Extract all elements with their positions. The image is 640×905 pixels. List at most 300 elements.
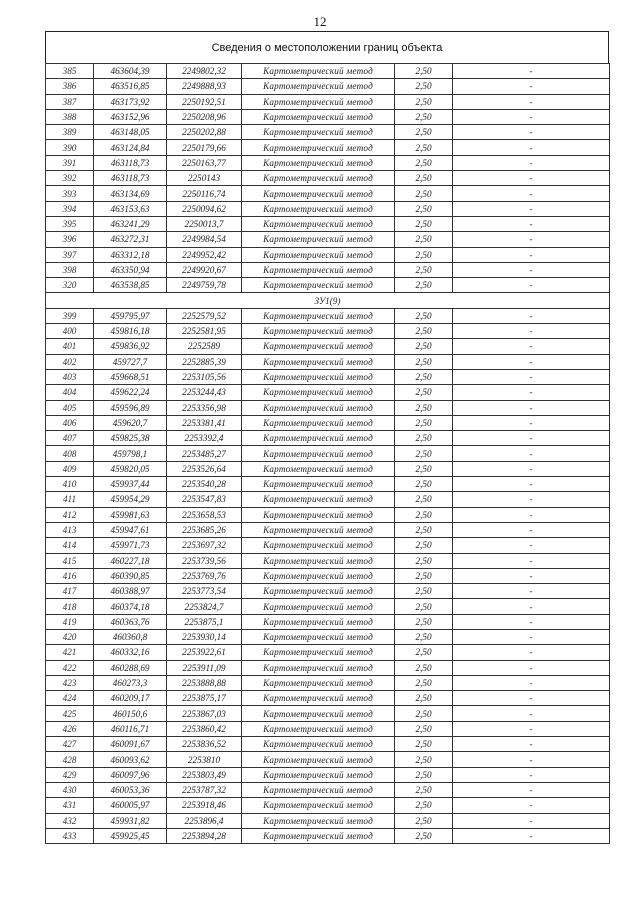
table-row (46, 477, 610, 492)
point-number-cell: 424 (46, 691, 94, 706)
x-coordinate-cell: 463173,92 (94, 94, 167, 109)
y-coordinate-cell: 2249802,32 (167, 64, 242, 79)
y-coordinate-cell: 2250192,51 (167, 94, 242, 109)
method-cell: Картометрический метод (242, 125, 395, 140)
accuracy-cell: 2,50 (395, 324, 453, 339)
x-coordinate-cell: 459795,97 (94, 308, 167, 323)
method-cell: Картометрический метод (242, 308, 395, 323)
x-coordinate-cell: 460005,97 (94, 798, 167, 813)
y-coordinate-cell: 2253787,32 (167, 782, 242, 797)
point-number-cell: 397 (46, 247, 94, 262)
y-coordinate-cell: 2250179,66 (167, 140, 242, 155)
method-cell: Картометрический метод (242, 721, 395, 736)
note-cell: - (453, 216, 610, 231)
method-cell: Картометрический метод (242, 706, 395, 721)
table-row (46, 553, 610, 568)
x-coordinate-cell: 459727,7 (94, 354, 167, 369)
y-coordinate-cell: 2253888,88 (167, 675, 242, 690)
note-cell: - (453, 645, 610, 660)
table-row (46, 431, 610, 446)
y-coordinate-cell: 2250202,88 (167, 125, 242, 140)
point-number-cell: 409 (46, 461, 94, 476)
note-cell: - (453, 385, 610, 400)
x-coordinate-cell: 460116,71 (94, 721, 167, 736)
accuracy-cell: 2,50 (395, 614, 453, 629)
method-cell: Картометрический метод (242, 262, 395, 277)
x-coordinate-cell: 460097,96 (94, 767, 167, 782)
accuracy-cell: 2,50 (395, 461, 453, 476)
note-cell: - (453, 369, 610, 384)
note-cell: - (453, 629, 610, 644)
y-coordinate-cell: 2253824,7 (167, 599, 242, 614)
x-coordinate-cell: 459925,45 (94, 828, 167, 843)
y-coordinate-cell: 2249952,42 (167, 247, 242, 262)
table-row (46, 140, 610, 155)
accuracy-cell: 2,50 (395, 415, 453, 430)
y-coordinate-cell: 2253860,42 (167, 721, 242, 736)
table-row (46, 94, 610, 109)
x-coordinate-cell: 460390,85 (94, 568, 167, 583)
note-cell: - (453, 155, 610, 170)
y-coordinate-cell: 2249984,54 (167, 232, 242, 247)
point-number-cell: 391 (46, 155, 94, 170)
note-cell: - (453, 737, 610, 752)
method-cell: Картометрический метод (242, 109, 395, 124)
point-number-cell: 388 (46, 109, 94, 124)
note-cell: - (453, 339, 610, 354)
table-row (46, 492, 610, 507)
point-number-cell: 408 (46, 446, 94, 461)
note-cell: - (453, 354, 610, 369)
accuracy-cell: 2,50 (395, 737, 453, 752)
table-row (46, 721, 610, 736)
x-coordinate-cell: 459931,82 (94, 813, 167, 828)
point-number-cell: 419 (46, 614, 94, 629)
point-number-cell: 405 (46, 400, 94, 415)
x-coordinate-cell: 460288,69 (94, 660, 167, 675)
table-row (46, 507, 610, 522)
method-cell: Картометрический метод (242, 431, 395, 446)
note-cell: - (453, 94, 610, 109)
x-coordinate-cell: 459816,18 (94, 324, 167, 339)
note-cell: - (453, 415, 610, 430)
y-coordinate-cell: 2253875,1 (167, 614, 242, 629)
point-number-cell: 385 (46, 64, 94, 79)
point-number-cell: 412 (46, 507, 94, 522)
note-cell: - (453, 64, 610, 79)
accuracy-cell: 2,50 (395, 369, 453, 384)
y-coordinate-cell: 2249888,93 (167, 79, 242, 94)
note-cell: - (453, 553, 610, 568)
note-cell: - (453, 477, 610, 492)
coordinates-table-body (46, 64, 610, 844)
note-cell: - (453, 308, 610, 323)
table-row (46, 415, 610, 430)
note-cell: - (453, 79, 610, 94)
x-coordinate-cell: 459620,7 (94, 415, 167, 430)
point-number-cell: 425 (46, 706, 94, 721)
note-cell: - (453, 767, 610, 782)
method-cell: Картометрический метод (242, 385, 395, 400)
x-coordinate-cell: 463312,18 (94, 247, 167, 262)
accuracy-cell: 2,50 (395, 278, 453, 293)
y-coordinate-cell: 2253894,28 (167, 828, 242, 843)
table-row (46, 354, 610, 369)
x-coordinate-cell: 459981,63 (94, 507, 167, 522)
table-row (46, 645, 610, 660)
accuracy-cell: 2,50 (395, 584, 453, 599)
x-coordinate-cell: 463118,73 (94, 155, 167, 170)
accuracy-cell: 2,50 (395, 140, 453, 155)
accuracy-cell: 2,50 (395, 155, 453, 170)
y-coordinate-cell: 2253867,03 (167, 706, 242, 721)
y-coordinate-cell: 2250208,96 (167, 109, 242, 124)
x-coordinate-cell: 460053,36 (94, 782, 167, 797)
point-number-cell: 390 (46, 140, 94, 155)
note-cell: - (453, 828, 610, 843)
point-number-cell: 387 (46, 94, 94, 109)
method-cell: Картометрический метод (242, 278, 395, 293)
method-cell: Картометрический метод (242, 568, 395, 583)
accuracy-cell: 2,50 (395, 354, 453, 369)
table-row (46, 109, 610, 124)
note-cell: - (453, 400, 610, 415)
method-cell: Картометрический метод (242, 629, 395, 644)
method-cell: Картометрический метод (242, 201, 395, 216)
note-cell: - (453, 201, 610, 216)
x-coordinate-cell: 463152,96 (94, 109, 167, 124)
y-coordinate-cell: 2252885,39 (167, 354, 242, 369)
table-row (46, 155, 610, 170)
method-cell: Картометрический метод (242, 140, 395, 155)
note-cell: - (453, 691, 610, 706)
x-coordinate-cell: 463153,63 (94, 201, 167, 216)
accuracy-cell: 2,50 (395, 171, 453, 186)
x-coordinate-cell: 460388,97 (94, 584, 167, 599)
point-number-cell: 398 (46, 262, 94, 277)
y-coordinate-cell: 2253381,41 (167, 415, 242, 430)
point-number-cell: 423 (46, 675, 94, 690)
point-number-cell: 431 (46, 798, 94, 813)
table-row (46, 538, 610, 553)
method-cell: Картометрический метод (242, 737, 395, 752)
section-label: ЗУ1(9) (46, 293, 610, 308)
point-number-cell: 422 (46, 660, 94, 675)
y-coordinate-cell: 2250013,7 (167, 216, 242, 231)
point-number-cell: 420 (46, 629, 94, 644)
x-coordinate-cell: 460374,18 (94, 599, 167, 614)
y-coordinate-cell: 2250143 (167, 171, 242, 186)
point-number-cell: 411 (46, 492, 94, 507)
y-coordinate-cell: 2253526,64 (167, 461, 242, 476)
y-coordinate-cell: 2253356,98 (167, 400, 242, 415)
point-number-cell: 400 (46, 324, 94, 339)
accuracy-cell: 2,50 (395, 599, 453, 614)
x-coordinate-cell: 459937,44 (94, 477, 167, 492)
table-row (46, 737, 610, 752)
accuracy-cell: 2,50 (395, 431, 453, 446)
point-number-cell: 403 (46, 369, 94, 384)
method-cell: Картометрический метод (242, 339, 395, 354)
method-cell: Картометрический метод (242, 324, 395, 339)
table-row (46, 79, 610, 94)
note-cell: - (453, 171, 610, 186)
table-row (46, 599, 610, 614)
accuracy-cell: 2,50 (395, 308, 453, 323)
table-row (46, 446, 610, 461)
accuracy-cell: 2,50 (395, 232, 453, 247)
point-number-cell: 394 (46, 201, 94, 216)
point-number-cell: 392 (46, 171, 94, 186)
method-cell: Картометрический метод (242, 691, 395, 706)
method-cell: Картометрический метод (242, 645, 395, 660)
table-title: Сведения о местоположении границ объекта (45, 31, 609, 63)
method-cell: Картометрический метод (242, 828, 395, 843)
table-row (46, 232, 610, 247)
method-cell: Картометрический метод (242, 94, 395, 109)
table-row (46, 308, 610, 323)
point-number-cell: 402 (46, 354, 94, 369)
y-coordinate-cell: 2253922,61 (167, 645, 242, 660)
point-number-cell: 415 (46, 553, 94, 568)
table-row (46, 186, 610, 201)
y-coordinate-cell: 2253918,46 (167, 798, 242, 813)
table-row (46, 584, 610, 599)
x-coordinate-cell: 459622,24 (94, 385, 167, 400)
note-cell: - (453, 706, 610, 721)
point-number-cell: 389 (46, 125, 94, 140)
accuracy-cell: 2,50 (395, 216, 453, 231)
y-coordinate-cell: 2250163,77 (167, 155, 242, 170)
point-number-cell: 414 (46, 538, 94, 553)
x-coordinate-cell: 460363,76 (94, 614, 167, 629)
y-coordinate-cell: 2253803,49 (167, 767, 242, 782)
table-row (46, 782, 610, 797)
accuracy-cell: 2,50 (395, 125, 453, 140)
note-cell: - (453, 461, 610, 476)
table-row (46, 400, 610, 415)
y-coordinate-cell: 2253697,32 (167, 538, 242, 553)
accuracy-cell: 2,50 (395, 186, 453, 201)
accuracy-cell: 2,50 (395, 201, 453, 216)
table-row (46, 675, 610, 690)
table-row (46, 828, 610, 843)
point-number-cell: 428 (46, 752, 94, 767)
y-coordinate-cell: 2253836,52 (167, 737, 242, 752)
method-cell: Картометрический метод (242, 477, 395, 492)
y-coordinate-cell: 2253105,56 (167, 369, 242, 384)
point-number-cell: 406 (46, 415, 94, 430)
x-coordinate-cell: 459596,89 (94, 400, 167, 415)
table-row (46, 247, 610, 262)
y-coordinate-cell: 2253810 (167, 752, 242, 767)
accuracy-cell: 2,50 (395, 109, 453, 124)
accuracy-cell: 2,50 (395, 385, 453, 400)
boundary-sheet (45, 31, 609, 844)
accuracy-cell: 2,50 (395, 522, 453, 537)
accuracy-cell: 2,50 (395, 706, 453, 721)
method-cell: Картометрический метод (242, 415, 395, 430)
accuracy-cell: 2,50 (395, 553, 453, 568)
point-number-cell: 401 (46, 339, 94, 354)
note-cell: - (453, 324, 610, 339)
x-coordinate-cell: 460273,3 (94, 675, 167, 690)
accuracy-cell: 2,50 (395, 721, 453, 736)
x-coordinate-cell: 463241,29 (94, 216, 167, 231)
method-cell: Картометрический метод (242, 767, 395, 782)
x-coordinate-cell: 460150,6 (94, 706, 167, 721)
y-coordinate-cell: 2253485,27 (167, 446, 242, 461)
table-row (46, 629, 610, 644)
x-coordinate-cell: 460091,67 (94, 737, 167, 752)
point-number-cell: 413 (46, 522, 94, 537)
x-coordinate-cell: 460360,8 (94, 629, 167, 644)
y-coordinate-cell: 2253658,53 (167, 507, 242, 522)
y-coordinate-cell: 2253911,09 (167, 660, 242, 675)
accuracy-cell: 2,50 (395, 691, 453, 706)
table-row (46, 706, 610, 721)
note-cell: - (453, 568, 610, 583)
point-number-cell: 410 (46, 477, 94, 492)
note-cell: - (453, 675, 610, 690)
x-coordinate-cell: 459820,05 (94, 461, 167, 476)
point-number-cell: 416 (46, 568, 94, 583)
method-cell: Картометрический метод (242, 64, 395, 79)
point-number-cell: 433 (46, 828, 94, 843)
table-row (46, 64, 610, 79)
accuracy-cell: 2,50 (395, 767, 453, 782)
x-coordinate-cell: 459668,51 (94, 369, 167, 384)
method-cell: Картометрический метод (242, 247, 395, 262)
table-row (46, 324, 610, 339)
y-coordinate-cell: 2249759,78 (167, 278, 242, 293)
y-coordinate-cell: 2253773,54 (167, 584, 242, 599)
x-coordinate-cell: 463516,85 (94, 79, 167, 94)
x-coordinate-cell: 463118,73 (94, 171, 167, 186)
table-row (46, 201, 610, 216)
accuracy-cell: 2,50 (395, 538, 453, 553)
table-row (46, 767, 610, 782)
table-row (46, 798, 610, 813)
note-cell: - (453, 614, 610, 629)
note-cell: - (453, 782, 610, 797)
table-row (46, 262, 610, 277)
point-number-cell: 429 (46, 767, 94, 782)
table-row (46, 216, 610, 231)
y-coordinate-cell: 2249920,67 (167, 262, 242, 277)
note-cell: - (453, 813, 610, 828)
note-cell: - (453, 278, 610, 293)
x-coordinate-cell: 463350,94 (94, 262, 167, 277)
note-cell: - (453, 798, 610, 813)
note-cell: - (453, 492, 610, 507)
note-cell: - (453, 522, 610, 537)
note-cell: - (453, 232, 610, 247)
table-row (46, 813, 610, 828)
method-cell: Картометрический метод (242, 216, 395, 231)
y-coordinate-cell: 2252579,52 (167, 308, 242, 323)
coordinates-table (45, 63, 610, 844)
method-cell: Картометрический метод (242, 492, 395, 507)
table-row (46, 614, 610, 629)
note-cell: - (453, 431, 610, 446)
method-cell: Картометрический метод (242, 171, 395, 186)
accuracy-cell: 2,50 (395, 568, 453, 583)
x-coordinate-cell: 459836,92 (94, 339, 167, 354)
note-cell: - (453, 247, 610, 262)
note-cell: - (453, 721, 610, 736)
y-coordinate-cell: 2253896,4 (167, 813, 242, 828)
y-coordinate-cell: 2253392,4 (167, 431, 242, 446)
y-coordinate-cell: 2253769,76 (167, 568, 242, 583)
x-coordinate-cell: 460093,62 (94, 752, 167, 767)
accuracy-cell: 2,50 (395, 828, 453, 843)
point-number-cell: 396 (46, 232, 94, 247)
method-cell: Картометрический метод (242, 614, 395, 629)
x-coordinate-cell: 460332,16 (94, 645, 167, 660)
accuracy-cell: 2,50 (395, 262, 453, 277)
note-cell: - (453, 599, 610, 614)
accuracy-cell: 2,50 (395, 94, 453, 109)
table-row (46, 385, 610, 400)
method-cell: Картометрический метод (242, 584, 395, 599)
y-coordinate-cell: 2252589 (167, 339, 242, 354)
accuracy-cell: 2,50 (395, 339, 453, 354)
accuracy-cell: 2,50 (395, 752, 453, 767)
accuracy-cell: 2,50 (395, 675, 453, 690)
accuracy-cell: 2,50 (395, 247, 453, 262)
point-number-cell: 399 (46, 308, 94, 323)
note-cell: - (453, 752, 610, 767)
x-coordinate-cell: 459825,38 (94, 431, 167, 446)
point-number-cell: 426 (46, 721, 94, 736)
x-coordinate-cell: 460209,17 (94, 691, 167, 706)
x-coordinate-cell: 463272,31 (94, 232, 167, 247)
y-coordinate-cell: 2253540,28 (167, 477, 242, 492)
point-number-cell: 386 (46, 79, 94, 94)
method-cell: Картометрический метод (242, 660, 395, 675)
point-number-cell: 418 (46, 599, 94, 614)
method-cell: Картометрический метод (242, 675, 395, 690)
method-cell: Картометрический метод (242, 461, 395, 476)
table-row (46, 660, 610, 675)
method-cell: Картометрический метод (242, 369, 395, 384)
note-cell: - (453, 186, 610, 201)
point-number-cell: 393 (46, 186, 94, 201)
note-cell: - (453, 584, 610, 599)
note-cell: - (453, 507, 610, 522)
table-row (46, 339, 610, 354)
table-row (46, 125, 610, 140)
table-row (46, 522, 610, 537)
accuracy-cell: 2,50 (395, 492, 453, 507)
method-cell: Картометрический метод (242, 599, 395, 614)
y-coordinate-cell: 2253930,14 (167, 629, 242, 644)
point-number-cell: 417 (46, 584, 94, 599)
table-row (46, 568, 610, 583)
method-cell: Картометрический метод (242, 553, 395, 568)
x-coordinate-cell: 463538,85 (94, 278, 167, 293)
point-number-cell: 320 (46, 278, 94, 293)
table-row (46, 369, 610, 384)
method-cell: Картометрический метод (242, 400, 395, 415)
note-cell: - (453, 446, 610, 461)
method-cell: Картометрический метод (242, 752, 395, 767)
accuracy-cell: 2,50 (395, 629, 453, 644)
method-cell: Картометрический метод (242, 446, 395, 461)
accuracy-cell: 2,50 (395, 64, 453, 79)
point-number-cell: 430 (46, 782, 94, 797)
